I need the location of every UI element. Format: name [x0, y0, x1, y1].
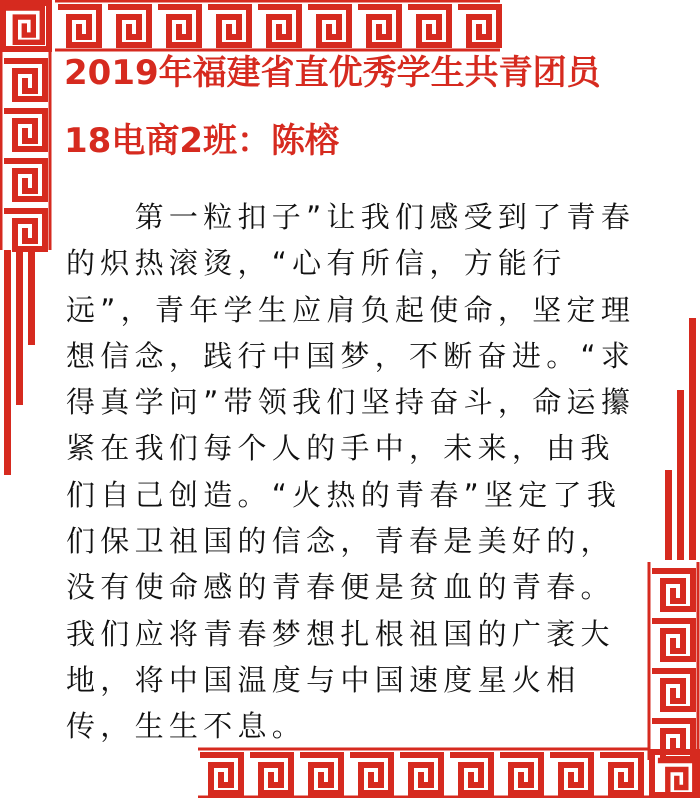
body-paragraph: 第一粒扣子”让我们感受到了青春的炽热滚烫，“心有所信，方能行远”，青年学生应肩负起使命，坚定理想信念，践行中国梦，不断奋进。“求得真学问”带领我们坚持奋斗，命运攥紧在我们每个人的手中，未来，由我们自己创造。“火热的青春”坚定了我们保卫祖国的信念，青春是美好的，没有使命感的青春便是贫血的青春。我们应将青春梦想扎根祖国的广袤大地，将中国温度与中国速度星火相传，生生不息。 [66, 200, 636, 744]
corner-ornament-top-left [3, 3, 49, 49]
right-trailing-lines [665, 318, 696, 560]
top-border-pattern [55, 1, 500, 50]
title-line-2: 18电商2班：陈榕 [64, 121, 339, 161]
right-border-pattern [649, 562, 698, 760]
left-trailing-lines [4, 250, 35, 475]
title-line-1: 2019年福建省直优秀学生共青团员 [64, 53, 601, 93]
left-border-pattern [1, 52, 50, 250]
corner-ornament-bottom-right [652, 752, 697, 795]
bottom-border-pattern [198, 749, 650, 797]
